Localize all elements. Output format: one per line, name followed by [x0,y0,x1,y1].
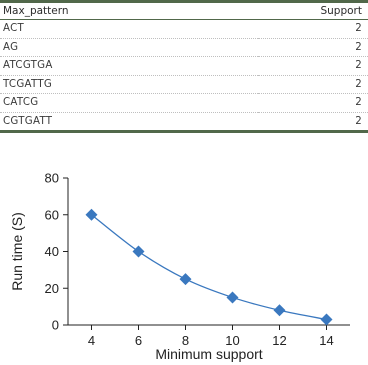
header-support: Support [320,5,362,17]
table-row [0,57,368,76]
table-row [0,75,368,94]
table-row [0,38,368,57]
x-tick-label: 4 [87,333,96,348]
x-tick-label: 6 [134,333,143,348]
support-cell: 2 [355,23,362,35]
pattern-table [0,3,368,130]
support-cell: 2 [258,57,368,76]
table-header-row [0,3,368,20]
y-tick-label: 80 [44,170,59,186]
pattern-cell: AG [0,38,258,57]
header-max-pattern: Max_pattern [3,5,69,17]
x-axis-label: Minimum support [155,346,263,362]
x-tick-label: 10 [225,333,240,348]
series-line [92,215,327,320]
data-point-marker [133,246,145,258]
table-row [0,20,368,39]
y-ticks-group [45,171,68,333]
table-bottom-rule [0,130,368,133]
table-row [0,112,368,130]
table-row [0,94,368,113]
x-ticks-group [88,325,334,348]
y-tick-label: 60 [44,207,59,223]
pattern-cell: TCGATTG [0,75,258,94]
pattern-cell: CATCG [0,94,258,113]
y-tick-label: 20 [44,280,59,296]
support-cell: 2 [258,112,368,130]
y-tick-label: 0 [51,317,59,333]
data-point-marker [274,304,286,316]
x-tick-label: 8 [181,333,190,348]
y-axis-label: Run time (S) [9,212,25,291]
pattern-cell: ACT [3,23,25,35]
runtime-line-chart [0,160,368,365]
pattern-cell: CGTGATT [0,112,258,130]
data-point-marker [321,313,333,325]
x-tick-label: 12 [272,333,287,348]
y-tick-label: 40 [44,244,59,259]
support-cell: 2 [258,38,368,57]
data-point-marker [227,291,239,303]
pattern-table-wrapper [0,0,368,133]
support-cell: 2 [258,94,368,113]
x-tick-label: 14 [319,333,334,348]
data-point-marker [180,273,192,285]
series-layer [86,209,333,326]
support-cell: 2 [258,75,368,94]
pattern-cell: ATCGTGA [0,57,258,76]
